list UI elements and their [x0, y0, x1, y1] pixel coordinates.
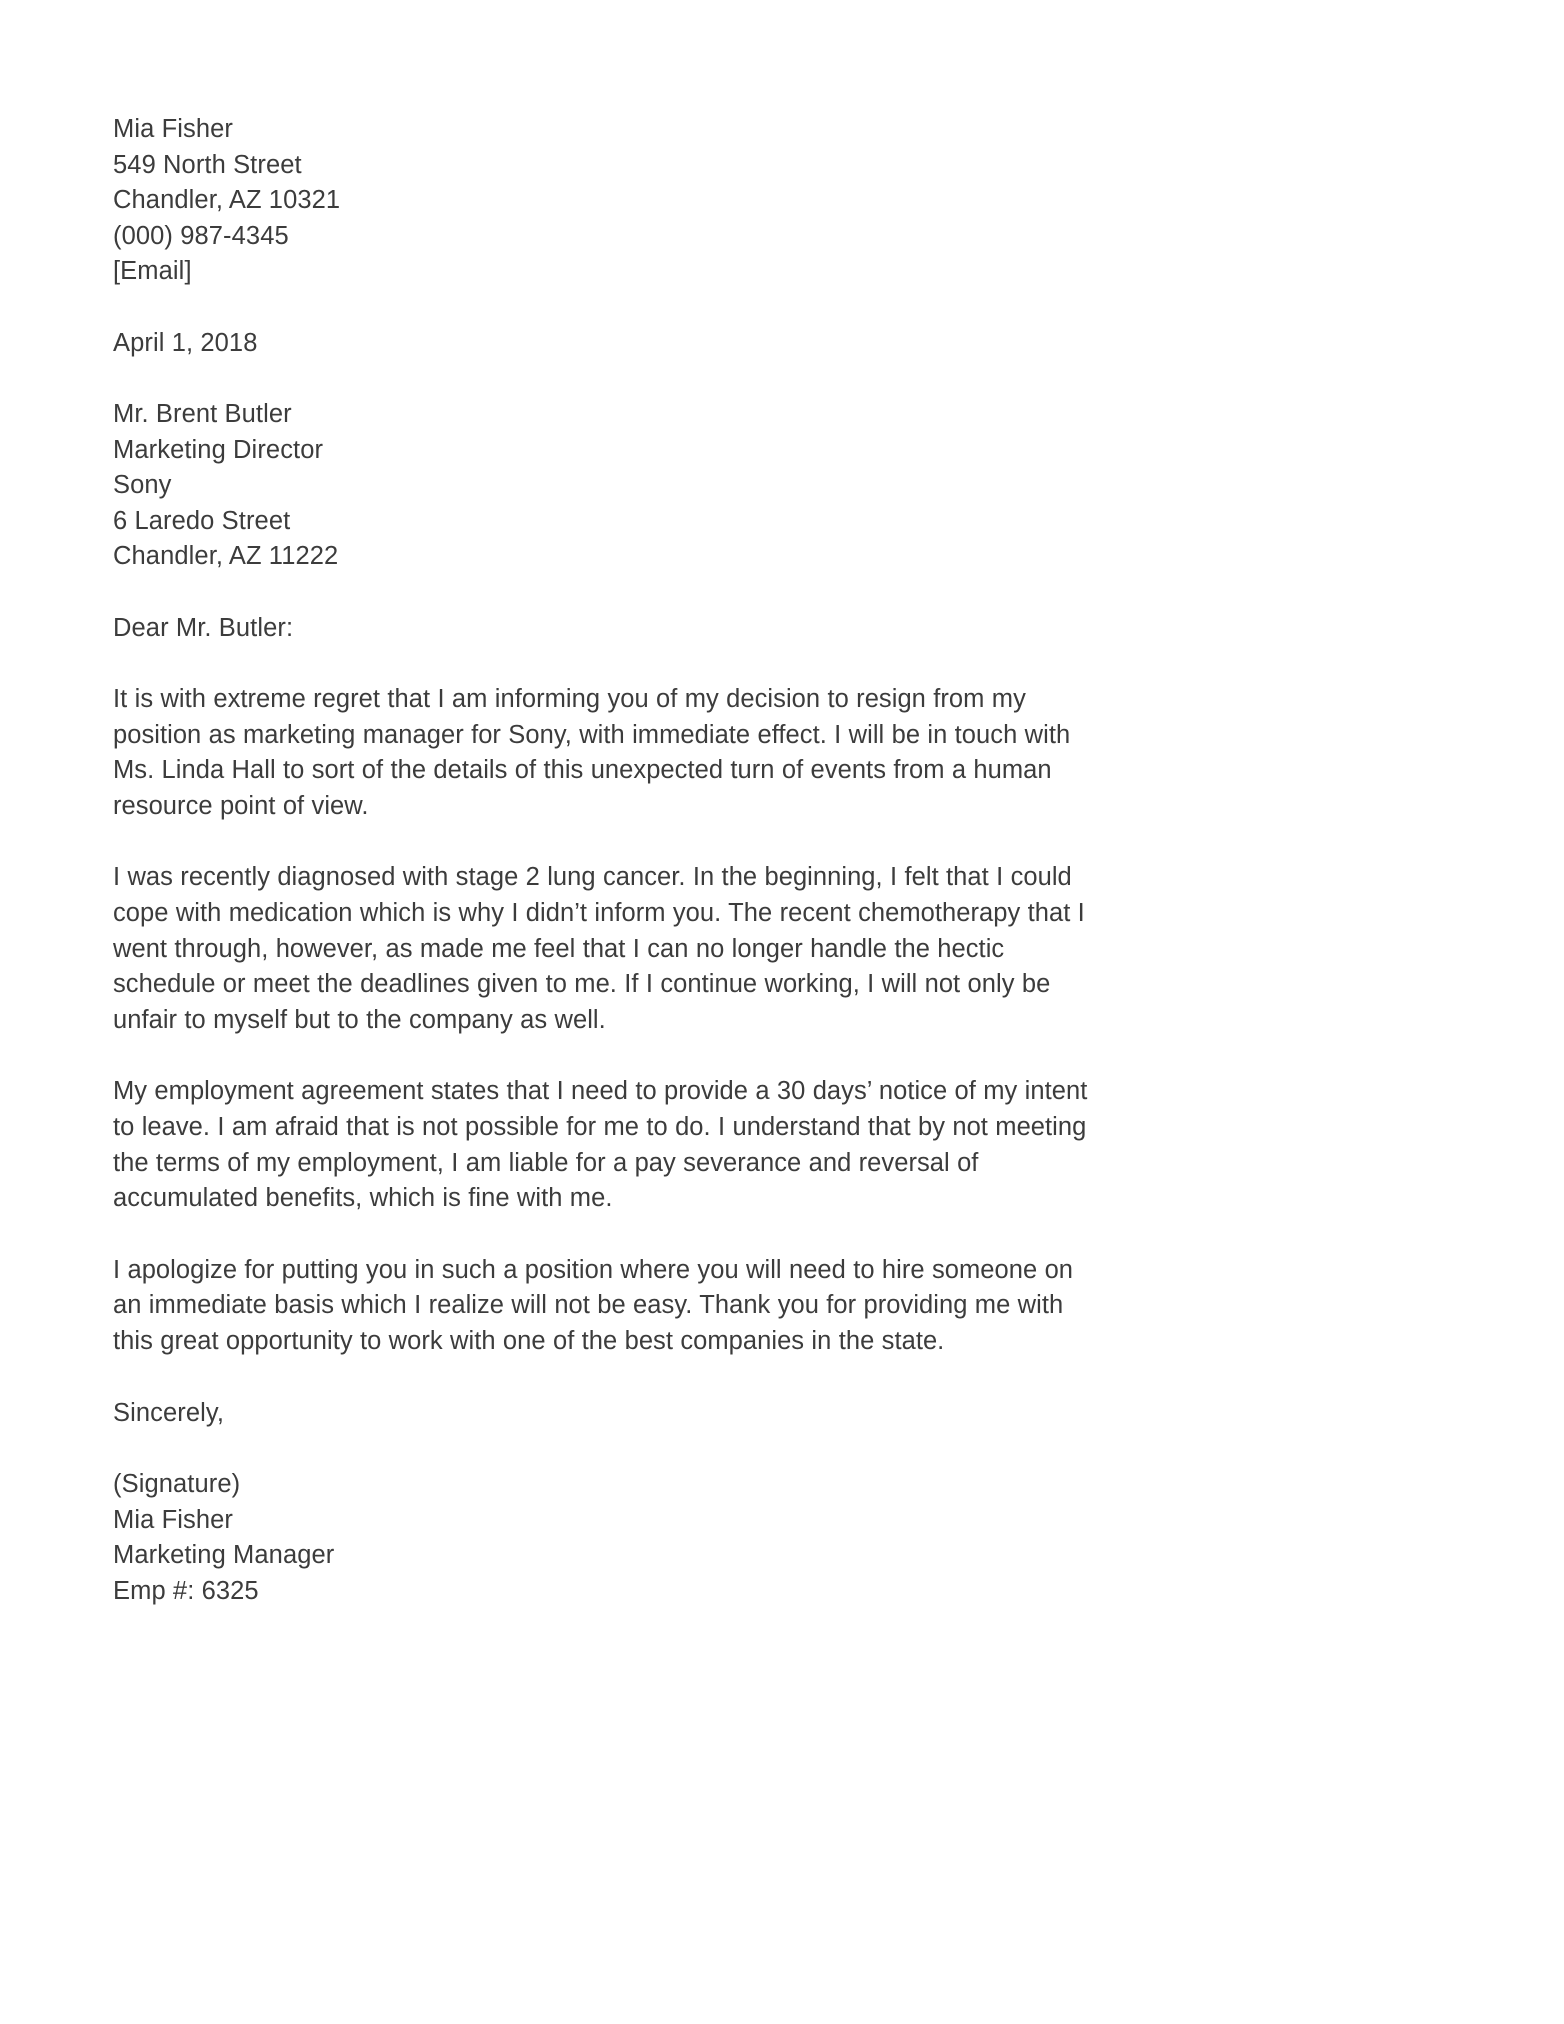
signature-block	[113, 1467, 1103, 1609]
signer-name: Mia Fisher	[113, 1505, 234, 1534]
spacer-paragraph-3	[113, 1217, 1103, 1253]
signature-placeholder: (Signature)	[113, 1470, 241, 1498]
recipient-city-state-zip: Chandler, AZ 11222	[113, 542, 339, 570]
closing-block	[113, 1396, 1103, 1432]
sender-email: [Email]	[113, 257, 192, 285]
recipient-name: Mr. Brent Butler	[113, 400, 292, 428]
spacer-paragraph-4	[113, 1360, 1103, 1396]
body-paragraph-1: It is with extreme regret that I am informing you of my decision to resign from my position as marketing manager for Sony, with immediate effect. I will be in touch with Ms. Linda Hall to sort of the details of this unexpected turn of events from a human resource point of view.	[113, 685, 1071, 820]
spacer-paragraph-2	[113, 1038, 1103, 1074]
signer-employee-number: Emp #: 6325	[113, 1576, 259, 1605]
sender-address-block	[113, 112, 1103, 290]
sender-street: 549 North Street	[113, 150, 302, 179]
spacer-paragraph-1	[113, 824, 1103, 860]
salutation: Dear Mr. Butler:	[113, 613, 294, 642]
recipient-title: Marketing Director	[113, 435, 324, 464]
body-paragraph-4: I apologize for putting you in such a position where you will need to hire someone on an immediate basis which I realize will not be easy. Thank you for providing me with this great opportunity to work with one of the best companies in the state.	[113, 1255, 1074, 1355]
salutation-block	[113, 611, 1103, 647]
recipient-address-block	[113, 397, 1103, 575]
spacer-after-sender	[113, 290, 1103, 326]
spacer-after-closing	[113, 1431, 1103, 1467]
recipient-street: 6 Laredo Street	[113, 506, 291, 535]
closing-salutation: Sincerely,	[113, 1398, 225, 1427]
spacer-after-date	[113, 361, 1103, 397]
spacer-after-salutation	[113, 646, 1103, 682]
signer-title: Marketing Manager	[113, 1541, 335, 1569]
sender-city-state-zip: Chandler, AZ 10321	[113, 186, 341, 214]
body-paragraph-2: I was recently diagnosed with stage 2 lung cancer. In the beginning, I felt that I could cope with medication which is why I didn’t inform you. The recent chemotherapy that I went through, however, as made me feel that I can no longer handle the hectic schedule or meet the deadlines given to me. If I continue working, I will not only be unfair to myself but to the company as well.	[113, 863, 1085, 1034]
letter-body	[113, 112, 1103, 1609]
body-paragraph-3: My employment agreement states that I need to provide a 30 days’ notice of my intent to leave. I am afraid that is not possible for me to do. I understand that by not meeting the terms of my employment, I am liable for a pay severance and reversal of accumulated benefits, which is fine with me.	[113, 1077, 1088, 1213]
recipient-company: Sony	[113, 471, 172, 499]
sender-name: Mia Fisher	[113, 115, 234, 143]
letter-date: April 1, 2018	[113, 328, 258, 357]
letter-date-block	[113, 326, 1103, 362]
spacer-after-recipient	[113, 575, 1103, 611]
sender-phone: (000) 987-4345	[113, 221, 289, 250]
